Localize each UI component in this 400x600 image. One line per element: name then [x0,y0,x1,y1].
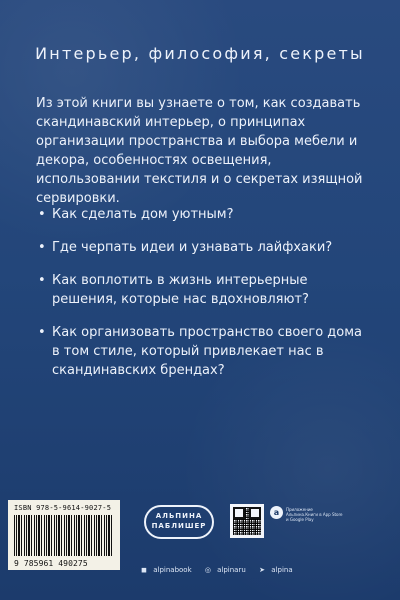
social-item-vk [140,566,192,574]
cover-description: Из этой книги вы узнаете о том, как создавать скандинавский интерьер, о принципах организации пространства и выбора мебели и декора, особенностях освещения, использовании текстиля и о секретах изящной сервировки. [36,96,363,206]
cover-footer [0,496,400,600]
question-item: • Где черпать идеи и узнавать лайфхаки? [38,238,368,257]
qr-code-pattern [233,507,261,535]
barcode-panel [8,500,120,570]
alpina-app-icon: a [270,506,283,519]
social-label-vk: alpinabook [153,566,192,574]
social-item-instagram [204,566,246,574]
qr-code-icon [230,504,264,538]
question-item: • Как организовать пространство своего дома в том стиле, который привлекает нас в скандинавских брендах? [38,323,368,380]
social-label-telegram: alpina [271,566,293,574]
question-item: • Как воплотить в жизнь интерьерные решения, которые нас вдохновляют? [38,271,368,309]
question-item: • Как сделать дом уютным? [38,205,368,224]
social-item-telegram [258,566,293,574]
barcode-number: 9 785961 490275 [14,559,88,568]
telegram-icon: ➤ [259,566,265,574]
question-list [38,205,368,380]
social-label-instagram: alpinaru [217,566,246,574]
publisher-line-2: ПАБЛИШЕР [151,522,207,530]
app-availability-text: Приложение Альпина.Книги в App Store и Google Play [286,507,343,522]
publisher-logo [144,505,214,539]
social-links [140,566,303,574]
cover-headline: Интерьер, философия, секреты [35,44,365,63]
isbn-text: ISBN 978-5-9614-9027-5 [14,504,112,512]
publisher-line-1: АЛЬПИНА [155,512,203,520]
barcode-icon [14,515,114,556]
vk-icon: ◼ [141,566,147,574]
instagram-icon: ◎ [204,566,211,574]
